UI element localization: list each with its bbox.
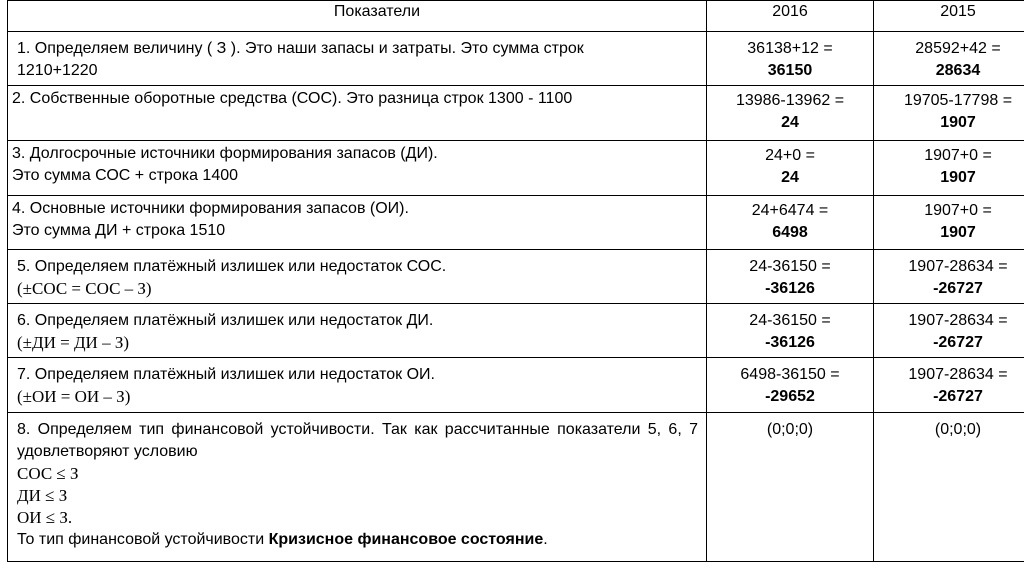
financial-stability-table xyxy=(7,0,1024,562)
table-row xyxy=(8,358,1024,413)
conclusion-state: Кризисное финансовое состояние xyxy=(268,531,544,548)
row-text-line: 1. Определяем величину ( З ). Это наши запасы и затраты. Это сумма строк xyxy=(17,40,584,57)
calc-expression: 1907-28634 = xyxy=(908,258,1008,275)
row-text-line: Это сумма СОС + строка 1400 xyxy=(12,167,239,184)
calc-expression: 13986-13962 = xyxy=(735,92,845,109)
row-description xyxy=(8,86,707,141)
row-description xyxy=(8,413,707,562)
calc-result: 28634 xyxy=(935,62,981,79)
condition-sos: СОС ≤ З xyxy=(17,464,79,483)
row-text-line: Это сумма ДИ + строка 1510 xyxy=(12,222,226,239)
calc-expression: 19705-17798 = xyxy=(903,92,1013,109)
cell-2015 xyxy=(874,141,1024,196)
cell-2016 xyxy=(707,413,874,562)
calc-result: 1907 xyxy=(940,224,976,241)
calc-result: 24 xyxy=(781,114,799,131)
calc-result: -36126 xyxy=(765,280,815,297)
condition-di: ДИ ≤ З xyxy=(17,486,68,505)
formula-line: (±ДИ = ДИ – З) xyxy=(17,333,130,352)
row-text-line: 2. Собственные оборотные средства (СОС). Это разница строк 1300 - 1100 xyxy=(12,90,573,107)
row-description xyxy=(8,304,707,358)
calc-expression: 24-36150 = xyxy=(749,312,831,329)
header-2015: 2015 xyxy=(874,1,1024,32)
condition-oi: ОИ ≤ З. xyxy=(17,508,73,527)
calc-result: 36150 xyxy=(767,62,813,79)
cell-2016 xyxy=(707,358,874,413)
calc-result: 24 xyxy=(781,169,799,186)
conclusion-suffix: . xyxy=(543,531,548,548)
table-row xyxy=(8,86,1024,141)
row-text-line: 4. Основные источники формирования запасов (ОИ). xyxy=(12,200,409,217)
row-text-line: 7. Определяем платёжный излишек или недостаток ОИ. xyxy=(17,366,435,383)
cell-2016 xyxy=(707,250,874,304)
row-description xyxy=(8,141,707,196)
calc-result: 1907 xyxy=(940,114,976,131)
cell-2015 xyxy=(874,32,1024,86)
calc-expression: 36138+12 = xyxy=(747,40,833,57)
row-text-line: 1210+1220 xyxy=(17,62,98,79)
type-code: (0;0;0) xyxy=(934,421,982,438)
calc-expression: 1907+0 = xyxy=(924,202,992,219)
row-text-line: 6. Определяем платёжный излишек или недостаток ДИ. xyxy=(17,312,434,329)
conclusion-prefix: То тип финансовой устойчивости xyxy=(17,531,269,548)
calc-result: -26727 xyxy=(933,280,983,297)
formula-line: (±СОС = СОС – З) xyxy=(17,279,152,298)
row-description xyxy=(8,250,707,304)
calc-result: -26727 xyxy=(933,334,983,351)
header-indicators: Показатели xyxy=(8,1,707,32)
calc-result: -29652 xyxy=(765,388,815,405)
table-row xyxy=(8,304,1024,358)
cell-2015 xyxy=(874,304,1024,358)
cell-2015 xyxy=(874,413,1024,562)
cell-2015 xyxy=(874,250,1024,304)
formula-line: (±ОИ = ОИ – З) xyxy=(17,387,131,406)
cell-2015 xyxy=(874,358,1024,413)
table-row xyxy=(8,413,1024,562)
row-text-line: 5. Определяем платёжный излишек или недостаток СОС. xyxy=(17,258,447,275)
type-code: (0;0;0) xyxy=(766,421,814,438)
table-row xyxy=(8,32,1024,86)
cell-2016 xyxy=(707,141,874,196)
row-description xyxy=(8,196,707,250)
table-row xyxy=(8,196,1024,250)
calc-expression: 24+0 = xyxy=(765,147,815,164)
calc-result: -36126 xyxy=(765,334,815,351)
row-text-line: 3. Долгосрочные источники формирования запасов (ДИ). xyxy=(12,145,438,162)
calc-expression: 6498-36150 = xyxy=(740,366,840,383)
calc-result: 1907 xyxy=(940,169,976,186)
header-2016: 2016 xyxy=(707,1,874,32)
calc-expression: 24+6474 = xyxy=(751,202,829,219)
table-header-row xyxy=(8,1,1024,32)
calc-result: 6498 xyxy=(772,224,808,241)
calc-expression: 1907-28634 = xyxy=(908,312,1008,329)
calc-expression: 1907+0 = xyxy=(924,147,992,164)
table-row xyxy=(8,141,1024,196)
cell-2016 xyxy=(707,86,874,141)
cell-2016 xyxy=(707,32,874,86)
cell-2015 xyxy=(874,86,1024,141)
calc-result: -26727 xyxy=(933,388,983,405)
calc-expression: 1907-28634 = xyxy=(908,366,1008,383)
row-description xyxy=(8,358,707,413)
row-paragraph: 8. Определяем тип финансовой устойчивости. Так как рассчитанные показатели 5, 6, 7 удовлетворяют условию xyxy=(17,421,698,460)
cell-2016 xyxy=(707,304,874,358)
conclusion-line xyxy=(17,529,698,551)
row-description xyxy=(8,32,707,86)
calc-expression: 28592+42 = xyxy=(915,40,1001,57)
table-row xyxy=(8,250,1024,304)
cell-2016 xyxy=(707,196,874,250)
calc-expression: 24-36150 = xyxy=(749,258,831,275)
cell-2015 xyxy=(874,196,1024,250)
